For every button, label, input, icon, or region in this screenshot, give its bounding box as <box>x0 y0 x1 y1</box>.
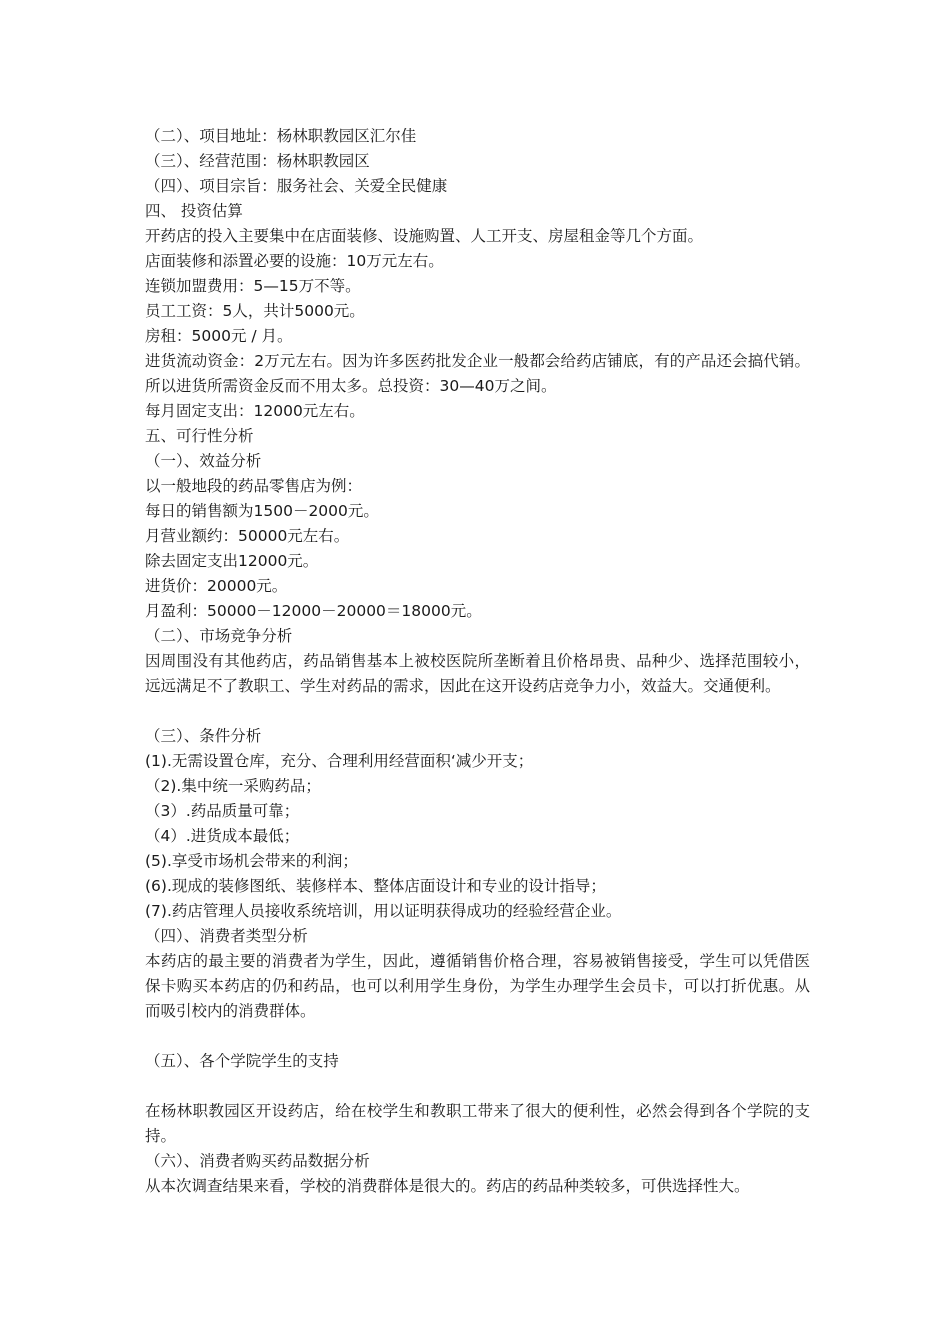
renovation-cost: 店面装修和添置必要的设施：10万元左右。 <box>145 252 444 270</box>
monthly-profit: 月盈利：50000－12000－20000＝18000元。 <box>145 602 482 620</box>
subheading-college-support: （五）、各个学院学生的支持 <box>145 1052 339 1070</box>
staff-wages: 员工工资：5人，共计5000元。 <box>145 302 365 320</box>
condition-item-1: (1).无需设置仓库，充分、合理利用经营面积‘减少开支； <box>145 752 534 770</box>
business-scope: （三）、经营范围：杨林职教园区 <box>145 152 370 170</box>
subheading-market-competition: （二）、市场竞争分析 <box>145 627 293 645</box>
working-capital-paragraph: 进货流动资金：2万元左右。因为许多医药批发企业一般都会给药店铺底，有的产品还会搞代销。所以进货所需资金反而不用太多。总投资：30—40万之间。 <box>145 352 810 395</box>
project-purpose: （四）、项目宗旨：服务社会、关爱全民健康 <box>145 177 448 195</box>
section-heading-investment: 四、 投资估算 <box>145 202 243 220</box>
condition-item-4: （4）.进货成本最低； <box>145 827 300 845</box>
benefit-example-intro: 以一般地段的药品零售店为例： <box>145 477 363 495</box>
blank-line <box>145 1024 810 1049</box>
monthly-revenue: 月营业额约：50000元左右。 <box>145 527 350 545</box>
consumer-types-paragraph: 本药店的最主要的消费者为学生，因此，遵循销售价格合理，容易被销售接受，学生可以凭借医保卡购买本药店的仍和药品，也可以利用学生身份，为学生办理学生会员卡，可以打折优惠。从而吸引校内的消费群体。 <box>145 952 810 1020</box>
project-address: （二）、项目地址：杨林职教园区汇尔佳 <box>145 127 417 145</box>
subheading-conditions: （三）、条件分析 <box>145 727 262 745</box>
investment-intro: 开药店的投入主要集中在店面装修、设施购置、人工开支、房屋租金等几个方面。 <box>145 227 704 245</box>
purchase-price: 进货价：20000元。 <box>145 577 288 595</box>
rent: 房租：5000元 / 月。 <box>145 327 293 345</box>
section-heading-feasibility: 五、可行性分析 <box>145 427 254 445</box>
market-competition-paragraph: 因周围没有其他药店，药品销售基本上被校医院所垄断着且价格昂贵、品种少、选择范围较小，远远满足不了教职工、学生对药品的需求，因此在这开设药店竞争力小，效益大。交通便利。 <box>145 652 810 695</box>
condition-item-3: （3）.药品质量可靠； <box>145 802 300 820</box>
blank-line <box>145 1074 810 1099</box>
document-page <box>145 124 810 1199</box>
condition-item-2: （2).集中统一采购药品； <box>145 777 321 795</box>
college-support-paragraph: 在杨林职教园区开设药店，给在校学生和教职工带来了很大的便利性，必然会得到各个学院的支持。 <box>145 1102 810 1145</box>
condition-item-5: (5).享受市场机会带来的利润； <box>145 852 358 870</box>
purchase-data-paragraph: 从本次调查结果来看，学校的消费群体是很大的。药店的药品种类较多，可供选择性大。 <box>145 1177 750 1195</box>
subheading-consumer-types: （四）、消费者类型分析 <box>145 927 308 945</box>
condition-item-6: (6).现成的装修图纸、装修样本、整体店面设计和专业的设计指导； <box>145 877 606 895</box>
subheading-benefit-analysis: （一）、效益分析 <box>145 452 262 470</box>
blank-line <box>145 699 810 724</box>
monthly-fixed-cost: 每月固定支出：12000元左右。 <box>145 402 365 420</box>
subheading-purchase-data: （六）、消费者购买药品数据分析 <box>145 1152 370 1170</box>
minus-fixed-cost: 除去固定支出12000元。 <box>145 552 319 570</box>
condition-item-7: (7).药店管理人员接收系统培训，用以证明获得成功的经验经营企业。 <box>145 902 622 920</box>
daily-sales: 每日的销售额为1500－2000元。 <box>145 502 379 520</box>
franchise-fee: 连锁加盟费用：5—15万不等。 <box>145 277 361 295</box>
